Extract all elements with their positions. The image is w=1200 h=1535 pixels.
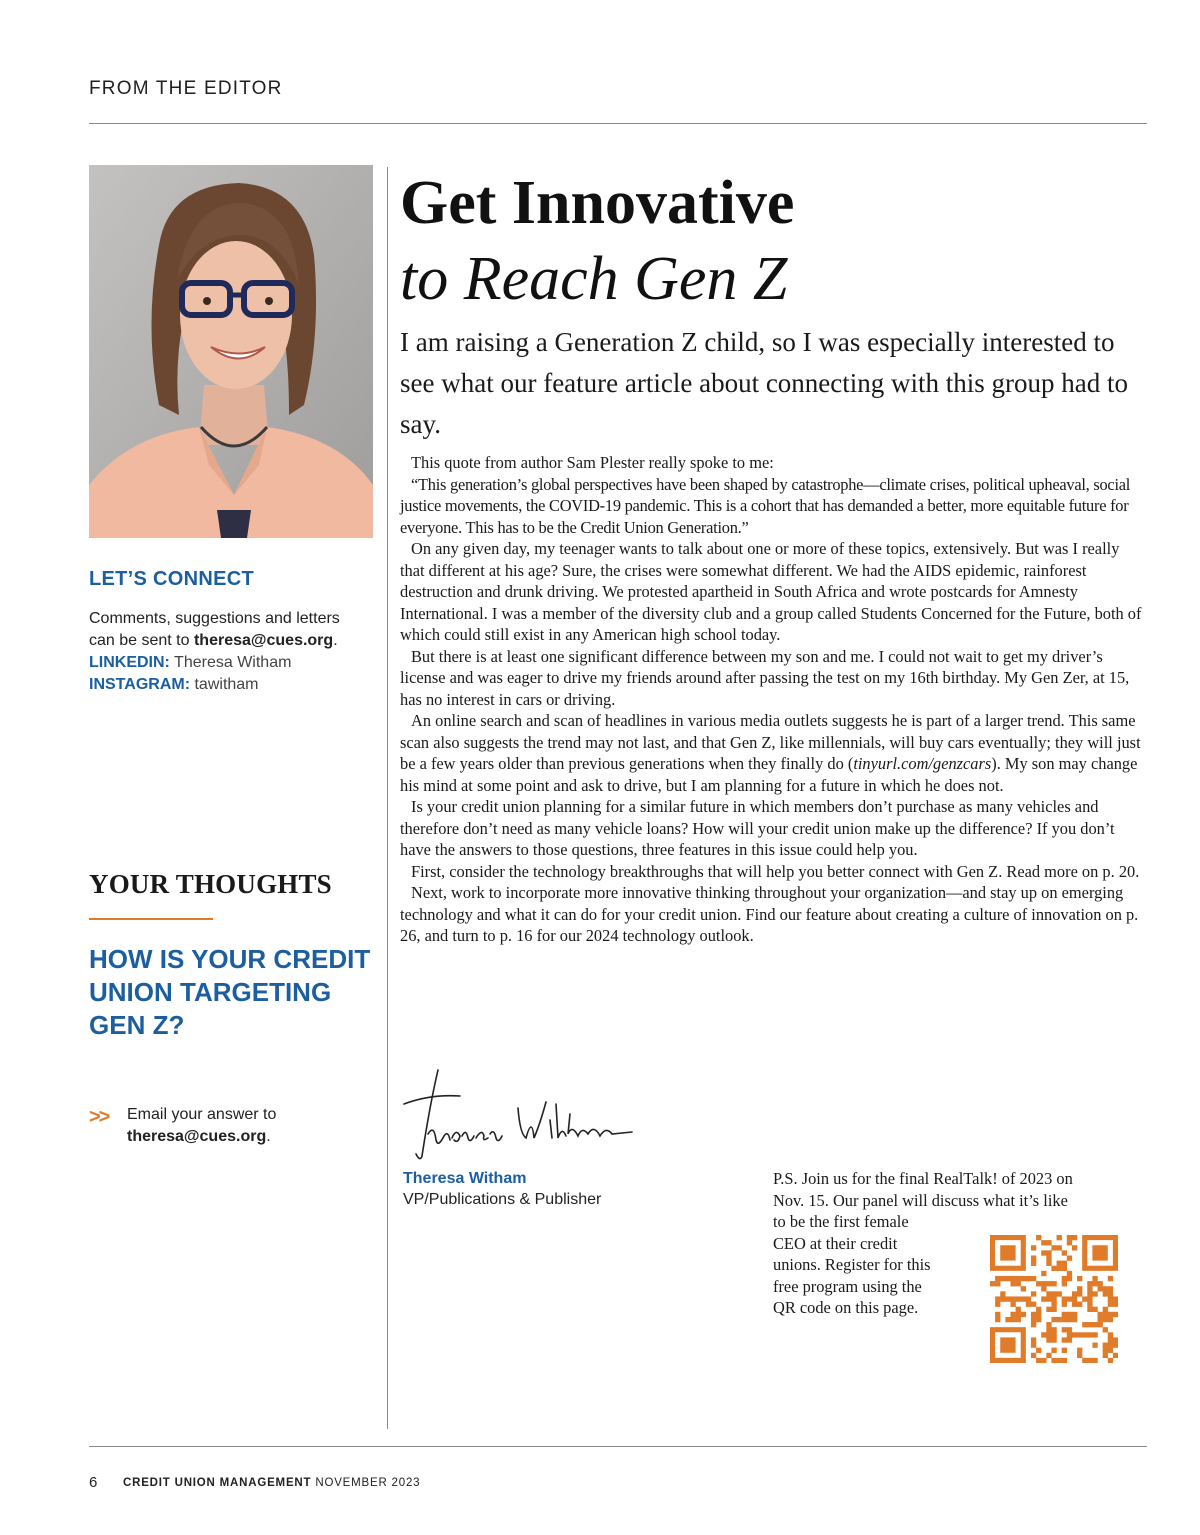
tinyurl-link[interactable]: tinyurl.com/genzcars	[853, 754, 992, 773]
paragraph: On any given day, my teenager wants to talk about one or more of these topics, extensively. But was I really that different at his age? Sure, the crises were somewhat different. We had the AIDS epidemic, rainforest destruction and drunk driving. We protested apartheid in South Africa and wrote postcards for Amnesty International. I was a member of the diversity club and a group called Students Concerned for the Future, both of which could still exist in any American high school today.	[400, 539, 1142, 644]
email-answer-line	[127, 1126, 377, 1148]
paragraph-text: ). My son may change his mind at some point and ask to drive, but I am planning for a future in which he does not.	[400, 754, 1138, 795]
article-subhead: to Reach Gen Z	[400, 245, 788, 313]
bottom-divider	[89, 1446, 1147, 1447]
ps-line: unions. Register for this	[773, 1255, 931, 1274]
ps-line: CEO at their credit	[773, 1233, 898, 1253]
page-number: 6	[89, 1474, 98, 1491]
connect-email-link[interactable]: theresa@cues.org	[193, 632, 334, 649]
linkedin-value[interactable]: Theresa Witham	[174, 654, 292, 671]
paragraph-quote: “This generation’s global perspectives have been shaped by catastrophe—climate crises, political upheaval, social justice movements, the COVID-19 pandemic. This is a cohort that has demanded a better, more equitable future for everyone. This has to be the Credit Union Generation.”	[400, 474, 1131, 537]
author-name: Theresa Witham	[403, 1170, 527, 1187]
connect-line-1: Comments, suggestions and letters	[89, 610, 340, 627]
ps-line: QR code on this page.	[773, 1298, 919, 1317]
article-lede: I am raising a Generation Z child, so I was especially interested to see what our feature article about connecting with this group had to say.	[400, 327, 1129, 439]
qr-code-icon[interactable]	[990, 1235, 1118, 1363]
ps-line: Nov. 15. Our panel will discuss what it’s like	[773, 1190, 1068, 1210]
email-answer-suffix: .	[266, 1128, 271, 1145]
email-answer-text: Email your answer to	[127, 1106, 277, 1123]
publication-name: CREDIT UNION MANAGEMENT	[123, 1477, 312, 1489]
email-answer-link[interactable]: theresa@cues.org	[127, 1128, 267, 1145]
connect-line-2-suffix: .	[333, 632, 338, 649]
author-role: VP/Publications & Publisher	[403, 1191, 602, 1208]
paragraph-text: An online search and scan of headlines in various media outlets suggests he is part of a larger trend. This same scan also suggests the trend may not last, and that Gen Z, like millennials, will buy cars eventually; they will just be a few years older than previous generations when they finally do (	[400, 711, 1141, 773]
paragraph: This quote from author Sam Plester really spoke to me:	[411, 453, 774, 472]
connect-info	[89, 608, 374, 696]
article-headline: Get Innovative	[400, 169, 795, 237]
linkedin-label: LINKEDIN:	[89, 654, 170, 671]
issue-date: NOVEMBER 2023	[315, 1477, 421, 1489]
handwritten-signature	[400, 1064, 640, 1168]
connect-line-2	[89, 630, 374, 652]
top-divider	[89, 123, 1147, 124]
paragraph: Is your credit union planning for a similar future in which members don’t purchase as many vehicles and therefore don’t need as many vehicle loans? How will your credit union make up the difference? If you don’t have the answers to those questions, three features in this issue could help you.	[400, 797, 1115, 859]
linkedin-line	[89, 652, 374, 674]
thoughts-question: HOW IS YOUR CREDIT UNION TARGETING GEN Z?	[89, 944, 371, 1040]
ps-line: to be the first female	[773, 1212, 909, 1231]
ps-line: free program using the	[773, 1276, 922, 1296]
paragraph: Next, work to incorporate more innovative thinking throughout your organization—and stay up on emerging technology and what it can do for your credit union. Find our feature about creating a culture of innovation on p. 26, and turn to p. 16 for our 2024 technology outlook.	[400, 883, 1139, 945]
article-body	[400, 452, 1148, 947]
column-divider	[387, 167, 388, 1429]
instagram-label: INSTAGRAM:	[89, 676, 191, 693]
connect-title: LET’S CONNECT	[89, 568, 255, 590]
instagram-line	[89, 674, 374, 696]
ps-line: P.S. Join us for the final RealTalk! of 2023 on	[773, 1169, 1073, 1188]
double-arrow-icon: >>	[89, 1106, 109, 1128]
publication-line	[123, 1477, 420, 1489]
editor-photo	[89, 165, 373, 538]
connect-line-2-prefix: can be sent to	[89, 632, 194, 649]
paragraph: First, consider the technology breakthroughs that will help you better connect with Gen Z. Read more on p. 20.	[411, 861, 1140, 881]
email-answer	[127, 1104, 377, 1148]
thoughts-title: YOUR THOUGHTS	[89, 869, 332, 899]
paragraph: But there is at least one significant difference between my son and me. I could not wait to get my driver’s license and was eager to drive my friends around after passing the test on my 16th birthday. My Gen Zer, at 15, has no interest in cars or driving.	[400, 646, 1130, 709]
paragraph	[400, 710, 1148, 796]
section-label: FROM THE EDITOR	[89, 78, 283, 99]
thoughts-accent-rule	[89, 918, 213, 920]
instagram-value[interactable]: tawitham	[194, 676, 259, 693]
